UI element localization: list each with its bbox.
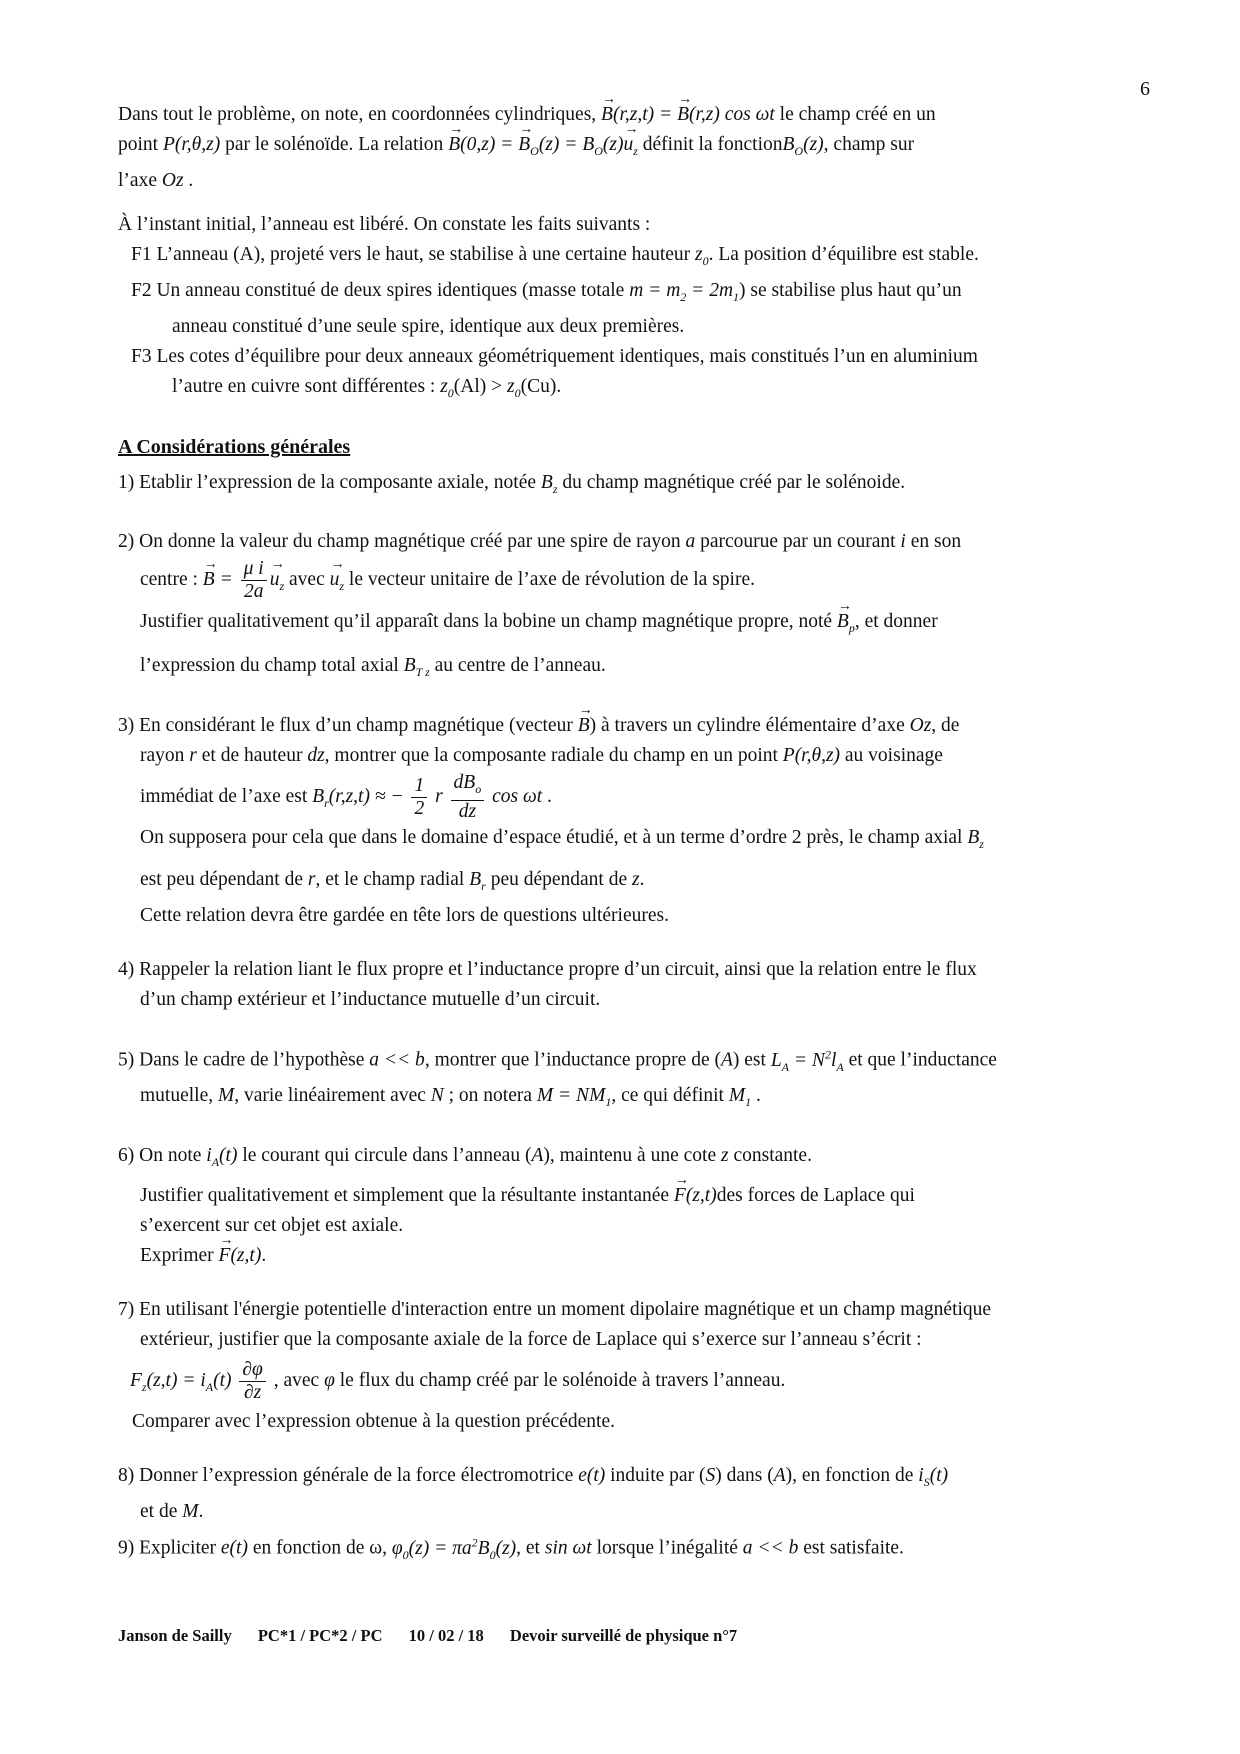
question-text: ; on notera xyxy=(448,1085,533,1107)
fact-text: . La position d’équilibre est stable. xyxy=(708,243,979,265)
question-4-line-2: d’un champ extérieur et l’inductance mutuelle d’un circuit. xyxy=(140,989,601,1011)
question-6-line-4: Exprimer → F(z,t). xyxy=(118,1241,1168,1271)
question-text: On supposera pour cela que dans le domaine d’espace étudié, et à un terme d’ordre 2 près, le champ axial xyxy=(140,827,963,849)
question-3-line-3: immédiat de l’axe est $B_r(r,z,t)$ ≈ − $\frac{1}{2}$ r $\frac{dB_o}{dz}$ cos ωt . xyxy=(140,772,552,823)
formula-fz: $F_z(z,t) = i_A(t)$ $\frac{\partial\varphi}{\partial z}$ xyxy=(130,1370,269,1391)
formula-z-compare: $z_0$ xyxy=(440,375,454,400)
question-text: 2) On donne la valeur du champ magnétique créé par une spire de rayon xyxy=(118,531,681,553)
question-2-line-3 xyxy=(118,607,1168,643)
question-5: 5) Dans le cadre de l’hypothèse a << b, montrer que l’inductance propre de (A) est $L_A = N^2l_A$ et que l’inductance xyxy=(118,1047,997,1074)
question-text: ) dans ( xyxy=(715,1465,774,1487)
question-3-line-5: est peu dépendant de r, et le champ radial $B_r$ peu dépendant de z. xyxy=(140,869,645,894)
question-text: , montrer que la composante radiale du champ en un point xyxy=(324,745,778,767)
formula-la: $L_A = N^2l_A$ xyxy=(770,1047,844,1074)
element-al: Al xyxy=(460,375,480,397)
intro-line-1 xyxy=(118,100,1168,130)
formula-bz: $B_z$ xyxy=(540,471,558,496)
question-text: Exprimer xyxy=(140,1245,214,1267)
question-1 xyxy=(118,468,1168,504)
fact-f2 xyxy=(118,276,1168,312)
formula-btz: $B_{T z}$ xyxy=(403,655,430,680)
question-6-line-3: s’exercent sur cet objet est axiale. xyxy=(140,1215,404,1237)
question-text: lorsque l’inégalité xyxy=(596,1537,738,1559)
fact-text: ) se stabilise plus haut qu’un xyxy=(739,279,962,301)
question-2-line-2: centre : → B = $\frac{\text{μ i}}{2a}$ → $u_z$ avec → $u_z$ le vecteur unitaire de l’axe de révolution de la spire. xyxy=(118,557,1168,603)
question-8: 8) Donner l’expression générale de la force électromotrice e(t) induite par (S) dans (A), en fonction de $i_S(t)$ xyxy=(118,1465,949,1490)
fact-f2-cont: anneau constitué d’une seule spire, identique aux deux premières. xyxy=(172,315,685,337)
fact-text: F2 Un anneau constitué de deux spires identiques (masse totale xyxy=(131,279,625,301)
intro-line-2 xyxy=(118,130,1168,166)
formula-spire-field: → B = $\frac{\text{μ i}}{2a}$ → $u_z$ xyxy=(203,569,284,590)
question-text: du champ magnétique créé par le solénoide. xyxy=(562,471,906,493)
question-text: ), en fonction de xyxy=(785,1465,914,1487)
intro-text: Dans tout le problème, on note, en coordonnées cylindriques, xyxy=(118,104,597,125)
question-text: avec xyxy=(289,569,325,591)
question-text: ) à travers un cylindre élémentaire d’axe xyxy=(589,715,905,737)
question-9: 9) Expliciter e(t) en fonction de ω, $\varphi_0(z) = \pi a^2B_0(z)$, et sin ωt lorsque l’inégalité a << b est satisfaite. xyxy=(118,1535,904,1562)
question-8-line-2: et de M. xyxy=(140,1501,204,1523)
question-3-line-4: On supposera pour cela que dans le domaine d’espace étudié, et à un terme d’ordre 2 près, le champ axial $B_z$ xyxy=(140,827,984,852)
question-text: au centre de l’anneau. xyxy=(434,655,606,677)
question-text: en son xyxy=(910,531,962,553)
question-text: rayon xyxy=(140,745,185,767)
question-text: 5) Dans le cadre de l’hypothèse xyxy=(118,1049,365,1071)
question-text: est peu dépendant de xyxy=(140,869,303,891)
question-3: 3) En considérant le flux d’un champ magnétique (vecteur → B) à travers un cylindre élémentaire d’axe Oz, de xyxy=(118,711,1168,741)
question-text: et de xyxy=(140,1501,178,1523)
question-text: , et xyxy=(516,1537,540,1559)
question-text: 1) Etablir l’expression de la composante axiale, notée xyxy=(118,471,537,493)
question-text: mutuelle, xyxy=(140,1085,214,1107)
footer-title: Devoir surveillé de physique n°7 xyxy=(509,1626,738,1645)
footer xyxy=(118,1626,759,1646)
question-text: , et le champ radial xyxy=(315,869,465,891)
formula-mass: $m = m_2 = 2m_1$ xyxy=(629,279,740,304)
question-text: Justifier qualitativement et simplement que la résultante instantanée xyxy=(140,1185,670,1207)
element-cu: Cu xyxy=(527,375,550,397)
footer-date: 10 / 02 / 18 xyxy=(408,1626,484,1645)
question-text: Justifier qualitativement qu’il apparaît dans la bobine un champ magnétique propre, noté xyxy=(140,611,833,633)
fact-f3: F3 Les cotes d’équilibre pour deux anneaux géométriquement identiques, mais constitués l’un en aluminium xyxy=(131,345,978,367)
question-text: centre : xyxy=(140,569,198,591)
question-text: le vecteur unitaire de l’axe de révolution de la spire. xyxy=(348,569,755,591)
formula-m: $M = NM_1$ xyxy=(536,1085,612,1110)
intro-text: , champ sur xyxy=(823,134,915,155)
question-7-line-3: $F_z(z,t) = i_A(t)$ $\frac{\partial\varphi}{\partial z}$ , avec φ le flux du champ créé par le solénoide à travers l’anneau. xyxy=(130,1359,786,1404)
formula-z0: $z_0$ xyxy=(695,243,709,268)
formula-phi0: $\varphi_0(z) = \pi a^2B_0(z)$ xyxy=(391,1535,517,1562)
intro-text: l’axe xyxy=(118,169,157,191)
question-text: , montrer que l’inductance propre de ( xyxy=(424,1049,721,1071)
question-6-line-2 xyxy=(118,1181,1168,1211)
formula-oz: Oz xyxy=(161,169,184,191)
intro-text: par le solénoïde. La relation xyxy=(225,134,444,155)
footer-classes: PC*1 / PC*2 / PC xyxy=(257,1626,383,1645)
formula-bo: $B_O(z)$ xyxy=(782,134,824,158)
question-text: le flux du champ créé par le solénoide à travers l’anneau. xyxy=(339,1370,786,1392)
question-3-line-2: rayon r et de hauteur dz, montrer que la composante radiale du champ en un point P(r,θ,z) au voisinage xyxy=(140,745,943,767)
question-2-line-4 xyxy=(118,651,1168,687)
question-text: et que l’inductance xyxy=(848,1049,997,1071)
question-text: est satisfaite. xyxy=(803,1537,904,1559)
footer-school: Janson de Sailly xyxy=(118,1626,232,1645)
question-text: le courant qui circule dans l’anneau ( xyxy=(242,1145,532,1167)
question-text: , ce qui définit xyxy=(611,1085,724,1107)
fact-text: l’autre en cuivre sont différentes : xyxy=(172,375,436,397)
formula-force: → F(z,t) xyxy=(674,1185,717,1206)
question-text: et de hauteur xyxy=(201,745,303,767)
formula-br: $B_r(r,z,t)$ ≈ − $\frac{1}{2}$ r $\frac{dB_o}{dz}$ cos ωt xyxy=(312,772,543,823)
intro-text: définit la fonction xyxy=(642,134,783,155)
question-text: 9) Expliciter xyxy=(118,1537,217,1559)
question-text: parcourue par un courant xyxy=(700,531,896,553)
document-body xyxy=(118,100,1168,1569)
intro-line-3: l’axe Oz . xyxy=(118,169,194,191)
question-7: 7) En utilisant l'énergie potentielle d'interaction entre un moment dipolaire magnétique et un champ magnétique xyxy=(118,1299,992,1321)
question-text: l’expression du champ total axial xyxy=(140,655,399,677)
question-text: , et donner xyxy=(854,611,938,633)
fact-f1 xyxy=(118,240,1168,276)
question-text: 8) Donner l’expression générale de la force électromotrice xyxy=(118,1465,574,1487)
formula-point: P(r,θ,z) xyxy=(162,134,221,155)
question-text: en fonction de ω, xyxy=(252,1537,387,1559)
formula-is: $i_S(t)$ xyxy=(918,1465,949,1490)
question-text: 6) On note xyxy=(118,1145,202,1167)
question-text: peu dépendant de xyxy=(490,869,628,891)
fact-f3-cont: l’autre en cuivre sont différentes : $z_0(Al) > z_0(Cu)$. xyxy=(172,375,562,400)
question-text: ) est xyxy=(732,1049,766,1071)
formula-b-field: → B(r,z,t) = → B(r,z) cos ωt xyxy=(601,104,775,125)
question-text: immédiat de l’axe est xyxy=(140,786,308,808)
formula-axis-field: → B(0,z) = → $B_O(z) = B_O(z)\to u_z$ xyxy=(448,134,638,155)
formula-ia: $i_A(t)$ xyxy=(206,1145,238,1170)
page-number: 6 xyxy=(1140,78,1150,100)
question-text: constante. xyxy=(733,1145,812,1167)
question-7-line-4: Comparer avec l’expression obtenue à la question précédente. xyxy=(132,1411,615,1433)
question-2: 2) On donne la valeur du champ magnétique créé par une spire de rayon a parcourue par un courant i en son xyxy=(118,531,962,553)
question-text: 3) En considérant le flux d’un champ magnétique (vecteur xyxy=(118,715,573,737)
question-7-line-2: extérieur, justifier que la composante axiale de la force de Laplace qui s’exerce sur l’anneau s’écrit : xyxy=(140,1329,922,1351)
question-text: , varie linéairement avec xyxy=(234,1085,426,1107)
fact-text: F1 L’anneau (A), projeté vers le haut, se stabilise à une certaine hauteur xyxy=(131,243,691,265)
question-5-line-2: mutuelle, M, varie linéairement avec N ; on notera $M = NM_1$, ce qui définit $M_1$ . xyxy=(140,1085,761,1110)
section-title: A Considérations générales xyxy=(118,435,351,458)
question-text: induite par ( xyxy=(610,1465,706,1487)
facts-intro: À l’instant initial, l’anneau est libéré. On constate les faits suivants : xyxy=(118,213,651,235)
question-text: ), maintenu à une cote xyxy=(543,1145,717,1167)
question-text: des forces de Laplace qui xyxy=(716,1185,915,1207)
intro-text: le champ créé en un xyxy=(779,104,936,125)
question-6: 6) On note $i_A(t)$ le courant qui circule dans l’anneau (A), maintenu à une cote z constante. xyxy=(118,1145,812,1170)
question-text: , avec xyxy=(273,1370,320,1392)
question-text: , de xyxy=(931,715,960,737)
question-text: au voisinage xyxy=(844,745,943,767)
question-4: 4) Rappeler la relation liant le flux propre et l’inductance propre d’un circuit, ainsi que la relation entre le flux xyxy=(118,959,977,981)
formula-bp: → $B_p$ xyxy=(837,611,855,632)
intro-text: point xyxy=(118,134,159,155)
question-3-line-6: Cette relation devra être gardée en tête lors de questions ultérieures. xyxy=(140,905,669,927)
